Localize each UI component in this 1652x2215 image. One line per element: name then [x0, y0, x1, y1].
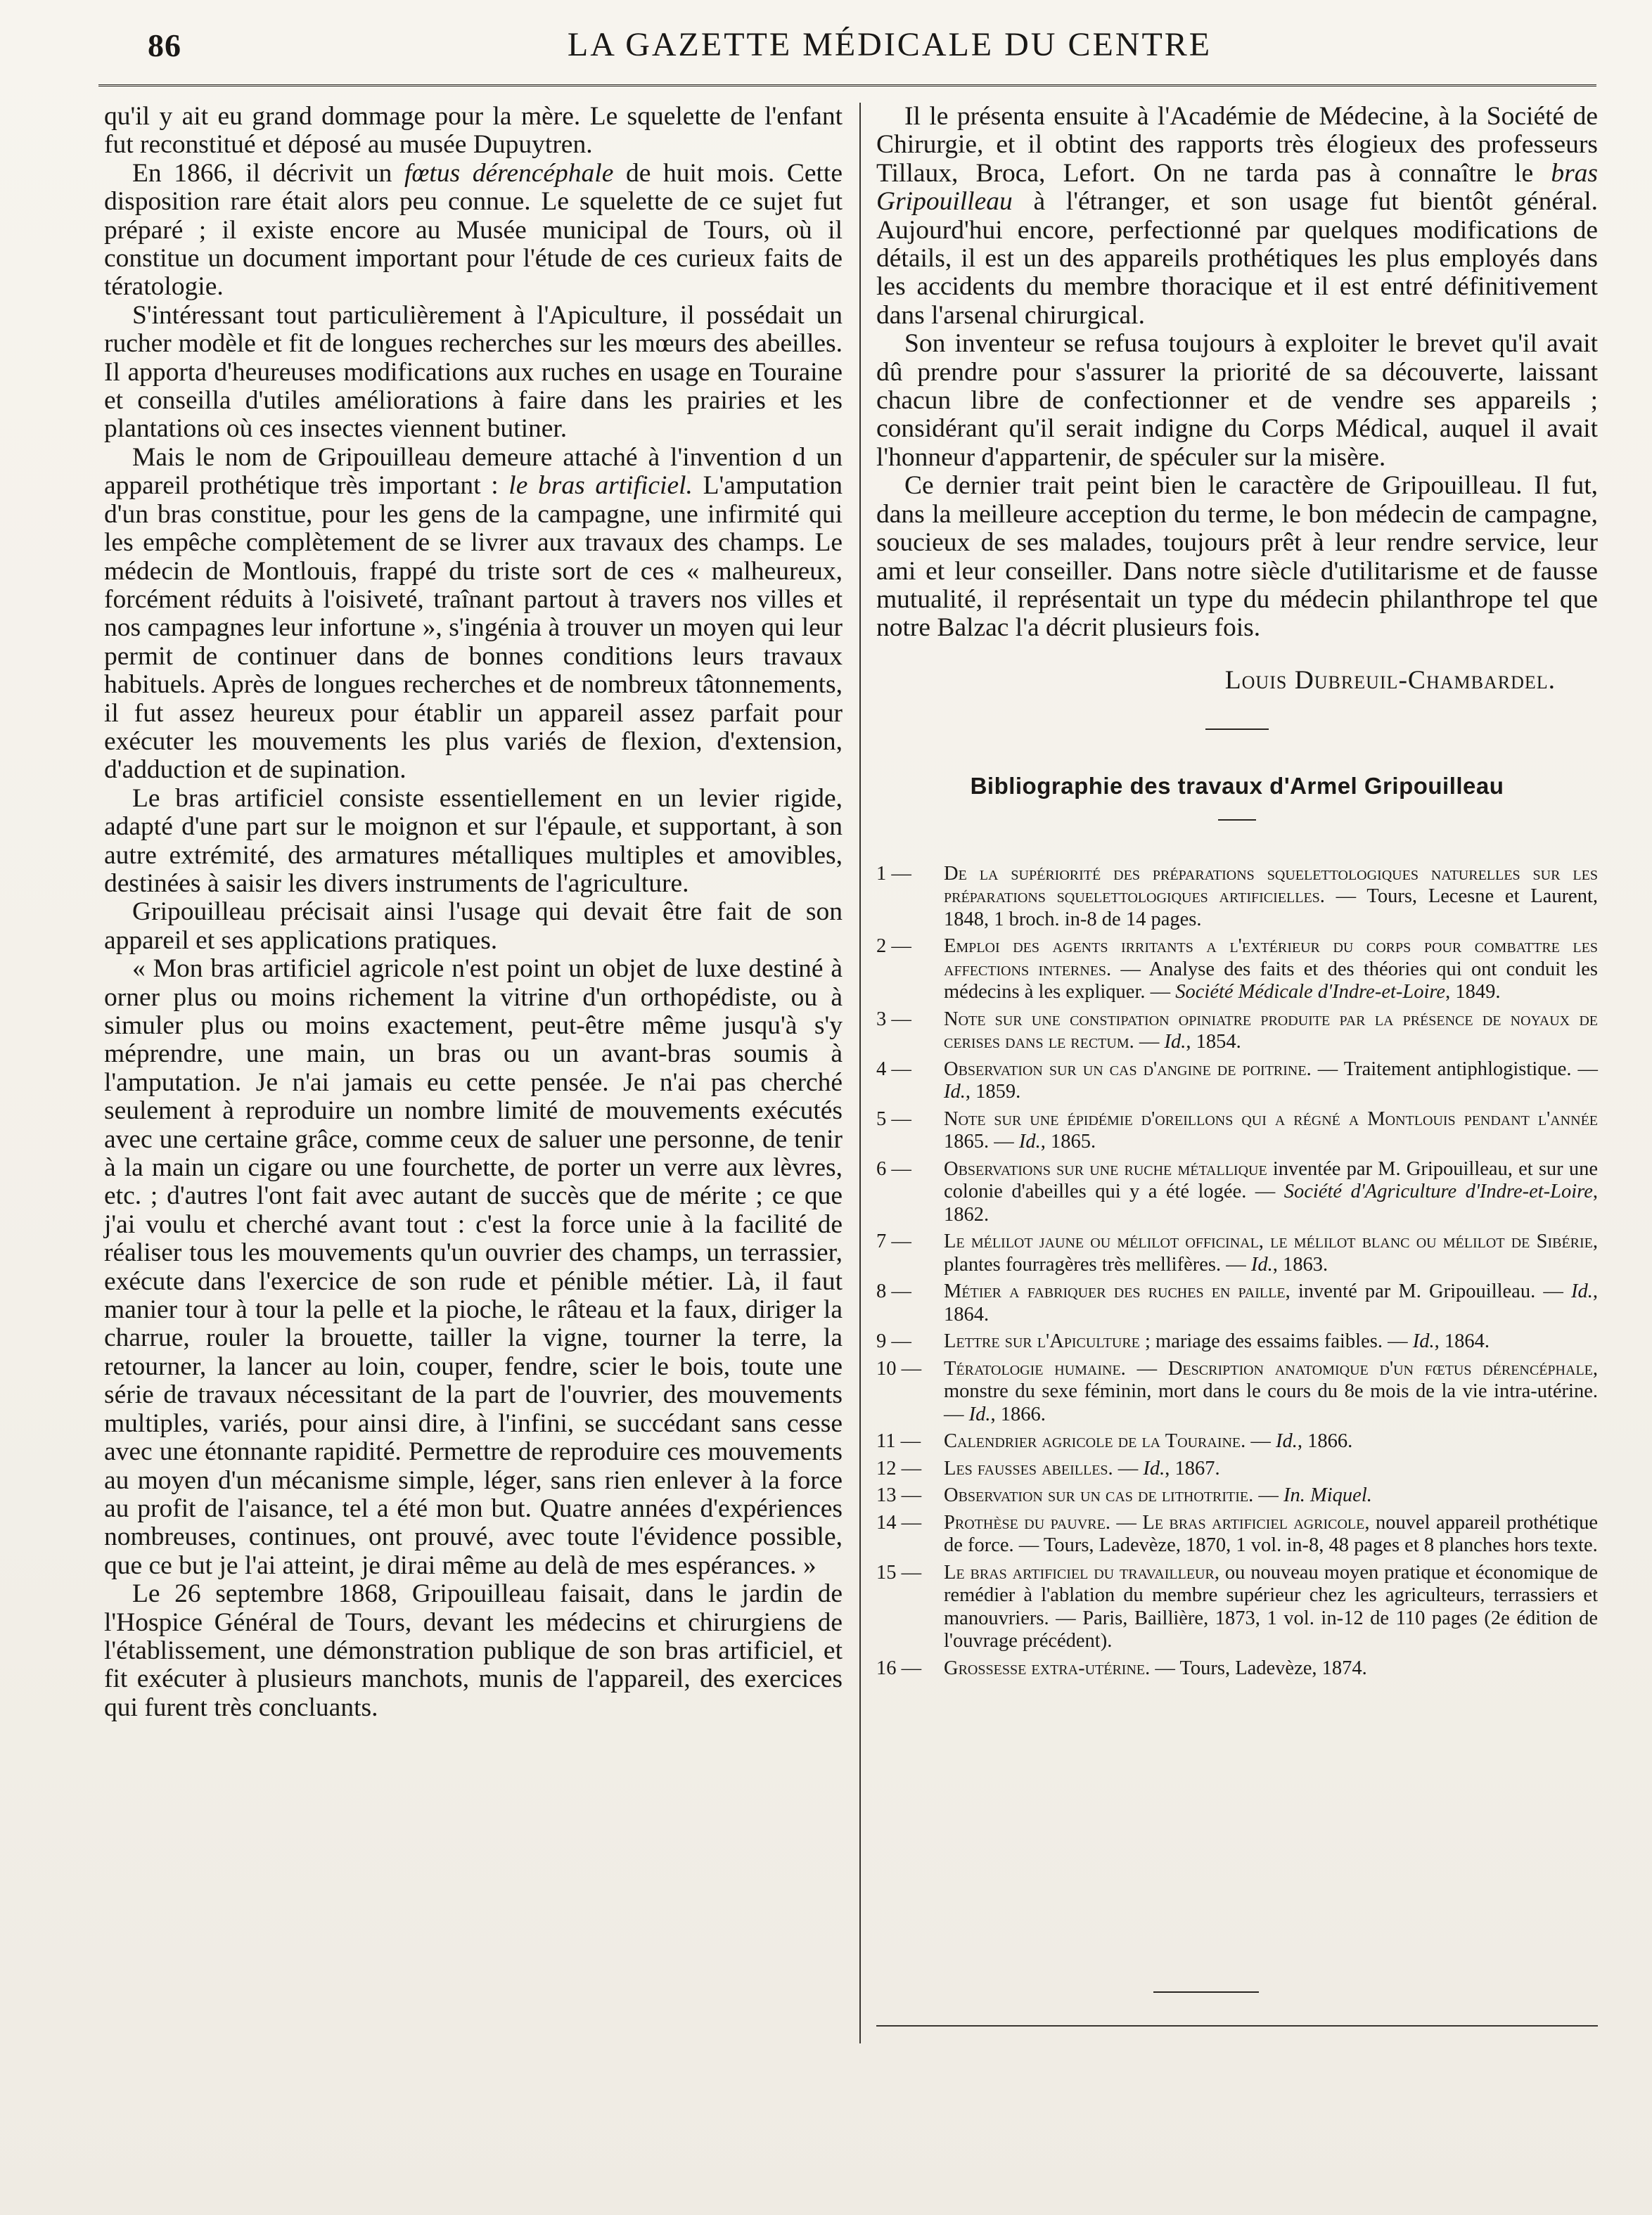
bibliography-item: [876, 1430, 1598, 1453]
bibliography-item: [876, 1484, 1598, 1508]
bibliography-number: 3 —: [876, 1008, 911, 1030]
bibliography-source: Id.: [1571, 1280, 1593, 1303]
page-number: 86: [148, 27, 181, 63]
bibliography-item: [876, 1280, 1598, 1326]
bibliography-year: , 1849.: [1445, 981, 1501, 1003]
bibliography-item: [876, 863, 1598, 932]
bibliography-source: Id.: [1018, 1131, 1041, 1153]
text-run: à l'étranger, et son usage fut bientôt général. Aujourd'hui encore, perfectionné par quelques modifications de détails, il est un des appareils prothétiques les plus employés dans les accidents du membre thoracique et il est entré définitivement dans l'arsenal chirurgical.: [876, 187, 1598, 330]
bibliography-item: [876, 1657, 1598, 1681]
bibliography-number: 10 —: [876, 1357, 922, 1380]
bibliography-number: 2 —: [876, 935, 911, 958]
section-separator: [1205, 728, 1269, 730]
text-run: de huit mois. Cette disposition rare était alors peu connue. Le squelette de ce sujet fut préparé ; il existe encore au Musée municipal de Tours, où il constitue un document important pour l'étude de ces curieux faits de tératologie.: [104, 158, 843, 302]
bibliography-year: , 1864.: [944, 1280, 1598, 1325]
text-run: Mais le nom de Gripouilleau demeure attaché à l'invention d un appareil prothétique très important :: [104, 442, 843, 501]
bibliography-year: , 1864.: [1434, 1330, 1490, 1353]
bibliography-item: [876, 1158, 1598, 1227]
bibliography-number: 6 —: [876, 1157, 911, 1180]
bibliography-details: —: [1246, 1430, 1276, 1453]
page-header: [98, 21, 1596, 86]
bibliography-source: Id.: [968, 1403, 991, 1425]
italic-text: fœtus dérencéphale: [404, 158, 614, 188]
bibliography-details: nouvel appareil prothétique de force. — Tours, Ladevèze, 1870, 1 vol. in-8, 48 pages et 8 planches hors texte.: [944, 1511, 1599, 1557]
title-underline: [1218, 819, 1256, 821]
right-column: [876, 103, 1598, 1684]
paragraph: Gripouilleau précisait ainsi l'usage qui devait être fait de son appareil et ses applications pratiques.: [104, 897, 843, 955]
paragraph: Ce dernier trait peint bien le caractère de Gripouilleau. Il fut, dans la meilleure acception du terme, le bon médecin de campagne, soucieux de ses malades, toujours prêt à leur rendre service, leur ami et leur conseiller. Dans notre siècle d'utilitarisme et de fausse mutualité, il représentait un type du médecin philanthrope tel que notre Balzac l'a décrit plusieurs fois.: [876, 471, 1598, 643]
bibliography-year: — Tours, Lecesne et Laurent, 1848, 1 broch. in-8 de 14 pages.: [944, 885, 1598, 930]
bibliography-work-title: Note sur une épidémie d'oreillons qui a régné a Montlouis pendant l'année 1865.: [944, 1108, 1598, 1153]
bibliography-item: [876, 1108, 1598, 1154]
left-column: [104, 103, 843, 1722]
bibliography-year: , 1854.: [1186, 1031, 1241, 1053]
paragraph: qu'il y ait eu grand dommage pour la mère. Le squelette de l'enfant fut reconstitué et déposé au musée Dupuytren.: [104, 102, 843, 160]
bibliography-number: 5 —: [876, 1108, 911, 1130]
bibliography-item: [876, 1458, 1598, 1481]
bibliography-details: monstre du sexe féminin, mort dans le cours du 8e mois de la vie intra-utérine. —: [944, 1380, 1598, 1425]
bibliography-details: —: [1113, 1457, 1144, 1479]
paragraph: Le bras artificiel consiste essentiellement en un levier rigide, adapté d'une part sur le moignon et sur l'épaule, et supportant, à son autre extrémité, des armatures métalliques multiples et amovibles, destinées à saisir les divers instruments de l'agriculture.: [104, 783, 843, 898]
bibliography-item: [876, 1231, 1598, 1276]
bibliography-work-title: Métier a fabriquer des ruches en paille,: [944, 1280, 1291, 1303]
bibliography-source: Id.: [1143, 1457, 1165, 1479]
bibliography-number: 14 —: [876, 1511, 922, 1534]
bibliography-details: mariage des essaims faibles. —: [1150, 1330, 1413, 1353]
bibliography-source: Id.: [944, 1081, 966, 1103]
bibliography-title: Bibliographie des travaux d'Armel Gripouilleau: [970, 773, 1504, 800]
bibliography-item: [876, 1330, 1598, 1354]
bibliography-source: In. Miquel.: [1283, 1484, 1372, 1507]
bibliography-number: 9 —: [876, 1330, 911, 1353]
text-run: En 1866, il décrivit un: [132, 158, 404, 188]
bibliography-year: , 1865.: [1040, 1131, 1096, 1153]
bibliography-details: plantes fourragères très mellifères. —: [944, 1253, 1251, 1276]
bibliography-work-title: Prothèse du pauvre. — Le bras artificiel agricole,: [944, 1511, 1370, 1534]
paragraph: Son inventeur se refusa toujours à exploiter le brevet qu'il avait dû prendre pour s'assurer la priorité de sa découverte, laissant chacun libre de confectionner et de vendre ses appareils ; considérant qu'il serait indigne du Corps Médical, auquel il avait l'honneur d'appartenir, de spéculer sur la misère.: [876, 329, 1598, 472]
bibliography-details: inventée par M. Gripouilleau, et sur une colonie d'abeilles qui y a été logée. —: [944, 1157, 1598, 1203]
bibliography-number: 16 —: [876, 1657, 922, 1679]
author-signature: Louis Dubreuil-Chambardel.: [1224, 665, 1556, 695]
bibliography-details: — Tours, Ladevèze, 1874.: [1150, 1657, 1367, 1679]
bibliography-source: Id.: [1276, 1430, 1298, 1453]
bibliography-item: [876, 1058, 1598, 1104]
bibliography-work-title: De la supériorité des préparations squelettologiques naturelles sur les préparations squelettologiques artificielles.: [944, 862, 1598, 908]
italic-text: le bras artificiel.: [508, 471, 693, 501]
paragraph: Le 26 septembre 1868, Gripouilleau faisait, dans le jardin de l'Hospice Général de Tours, devant les médecins et chirurgiens de l'établissement, une démonstration publique de son bras artificiel, et fit exécuter à plusieurs manchots, munis de l'appareil, des exercices qui furent très concluants.: [104, 1579, 843, 1722]
bibliography-number: 4 —: [876, 1058, 911, 1080]
bibliography-item: [876, 1512, 1598, 1558]
bibliography-year: , 1863.: [1272, 1253, 1328, 1276]
bibliography-details: — Analyse des faits et des théories qui ont conduit les médecins à les expliquer. —: [944, 958, 1598, 1003]
bibliography-number: 1 —: [876, 862, 911, 885]
bibliography-work-title: Note sur une constipation opiniatre produite par la présence de noyaux de cerises dans le rectum.: [944, 1008, 1598, 1053]
bibliography-work-title: Observations sur une ruche métallique: [944, 1157, 1267, 1180]
bibliography-year: , 1862.: [944, 1181, 1598, 1226]
bibliography-item: [876, 1562, 1598, 1653]
bibliography-work-title: Tératologie humaine. — Description anatomique d'un fœtus dérencéphale,: [944, 1357, 1598, 1380]
bibliography-details: —: [1134, 1031, 1165, 1053]
quotation-paragraph: « Mon bras artificiel agricole n'est point un objet de luxe destiné à orner plus ou moins richement la vitrine d'un orthopédiste, ou à simuler plus ou moins exactement, peut-être même jusqu'à s'y méprendre, une main, un bras ou un avant-bras soumis à l'amputation. Je n'ai jamais eu cette pensée. Je n'ai pas cherché seulement à reproduire un nombre limité de mouvements exécutés avec une certaine grâce, comme ceux de saluer une personne, de tenir à la main un cigare ou une fourchette, de porter un verre aux lèvres, etc. ; d'autres l'ont fait avec autant de succès que de mérite ; ce que j'ai voulu et cherché avant tout : c'est la force unie à la facilité de réaliser tous les mouvements qu'un ouvrier des champs, un terrassier, exécute dans l'exercice de son rude et pénible métier. Là, il faut manier tour à tour la pelle et la pioche, le râteau et la faux, diriger la charrue, rouler la brouette, tailler la vigne, tourner la terre, la retourner, la lancer au loin, couper, fendre, scier le bois, toute une série de travaux nécessitant de la part de l'ouvrier, des mouvements multiples, variés, pour ainsi dire, à l'infini, se succédant sans cesse avec une étonnante rapidité. Permettre de reproduire ces mouvements au moyen d'un mécanisme simple, léger, sans rien enlever à la force au profit de l'aisance, tel a été mon but. Quatre années d'expériences nombreuses, continues, ont prouvé, avec toute l'évidence possible, que ce but je l'ai atteint, je dirai même au delà de mes espérances. »: [104, 954, 843, 1580]
paragraph: S'intéressant tout particulièrement à l'Apiculture, il possédait un rucher modèle et fit de longues recherches sur les mœurs des abeilles. Il apporta d'heureuses modifications aux ruches en usage en Touraine et conseilla d'utiles améliorations à faire dans les prairies et les plantations où ces insectes viennent butiner.: [104, 300, 843, 444]
bibliography-work-title: Calendrier agricole de la Touraine.: [944, 1430, 1246, 1453]
bibliography-details: —: [1253, 1484, 1284, 1507]
bibliography-source: Société Médicale d'Indre-et-Loire: [1175, 981, 1446, 1003]
bibliography-details: — Traitement antiphlogistique. —: [1311, 1058, 1599, 1080]
bibliography-work-title: Grossesse extra-utérine.: [944, 1657, 1151, 1679]
bibliography-number: 13 —: [876, 1484, 922, 1507]
bibliography-work-title: Le mélilot jaune ou mélilot officinal, le mélilot blanc ou mélilot de Sibérie,: [944, 1231, 1598, 1253]
bibliography-year: , 1859.: [965, 1081, 1021, 1103]
bibliography-number: 15 —: [876, 1561, 922, 1584]
bibliography-item: [876, 1008, 1598, 1054]
bibliography-year: , 1866.: [990, 1403, 1046, 1425]
bibliography-source: Id.: [1164, 1031, 1186, 1053]
bibliography-number: 12 —: [876, 1457, 922, 1479]
bibliography-work-title: Lettre sur l'Apiculture ;: [944, 1330, 1151, 1353]
text-run: L'amputation d'un bras constitue, pour les gens de la campagne, une infirmité qui les empêche complètement de se livrer aux travaux des champs. Le médecin de Montlouis, frappé du triste sort de ces « malheureux, forcément réduits à l'oisiveté, traînant partout à travers nos villes et nos campagnes leur infortune », s'ingénia à trouver un moyen qui leur permit de continuer dans de bonnes conditions leurs travaux habituels. Après de longues recherches et de nombreux tâtonnements, il fut assez heureux pour établir un appareil assez parfait pour exécuter les mouvements les plus variés de flexion, d'extension, d'adduction et de supination.: [104, 471, 843, 785]
bibliography-details: —: [989, 1131, 1019, 1153]
bibliography-item: [876, 935, 1598, 1004]
bibliography-list: [876, 863, 1598, 1681]
bibliography-item: [876, 1358, 1598, 1427]
bibliography-source: Société d'Agriculture d'Indre-et-Loire: [1283, 1181, 1593, 1203]
italic-text: bras Gripouilleau: [876, 158, 1598, 217]
running-title: LA GAZETTE MÉDICALE DU CENTRE: [567, 26, 1212, 63]
column-bottom-rule: [876, 2025, 1598, 2027]
end-rule: [1153, 1991, 1259, 1993]
bibliography-work-title: Les fausses abeilles.: [944, 1457, 1113, 1479]
bibliography-number: 8 —: [876, 1280, 911, 1303]
paragraph: [104, 160, 843, 302]
bibliography-source: Id.: [1412, 1330, 1435, 1353]
bibliography-year: , 1867.: [1165, 1457, 1220, 1479]
bibliography-number: 11 —: [876, 1430, 921, 1453]
column-divider: [859, 103, 861, 2043]
bibliography-number: 7 —: [876, 1231, 911, 1253]
bibliography-year: , 1866.: [1297, 1430, 1353, 1453]
bibliography-work-title: Observation sur un cas d'angine de poitrine.: [944, 1058, 1312, 1080]
bibliography-work-title: Observation sur un cas de lithotritie.: [944, 1484, 1254, 1507]
bibliography-details: ou nouveau moyen pratique et économique de remédier à l'ablation du membre supérieur chez les agriculteurs, terrassiers et manouvriers. — Paris, Baillière, 1873, 1 vol. in-12 de 110 pages (2e édition de l'ouvrage précédent).: [944, 1561, 1598, 1652]
bibliography-details: inventé par M. Gripouilleau. —: [1290, 1280, 1571, 1303]
bibliography-work-title: Le bras artificiel du travailleur,: [944, 1561, 1219, 1584]
text-run: Il le présenta ensuite à l'Académie de Médecine, à la Société de Chirurgie, et il obtint des rapports très élogieux des professeurs Tillaux, Broca, Lefort. On ne tarda pas à connaître le: [876, 102, 1598, 188]
paragraph: [104, 444, 843, 785]
bibliography-work-title: Emploi des agents irritants a l'extérieur du corps pour combattre les affections internes.: [944, 935, 1598, 980]
paragraph: [876, 103, 1598, 330]
bibliography-source: Id.: [1250, 1253, 1273, 1276]
